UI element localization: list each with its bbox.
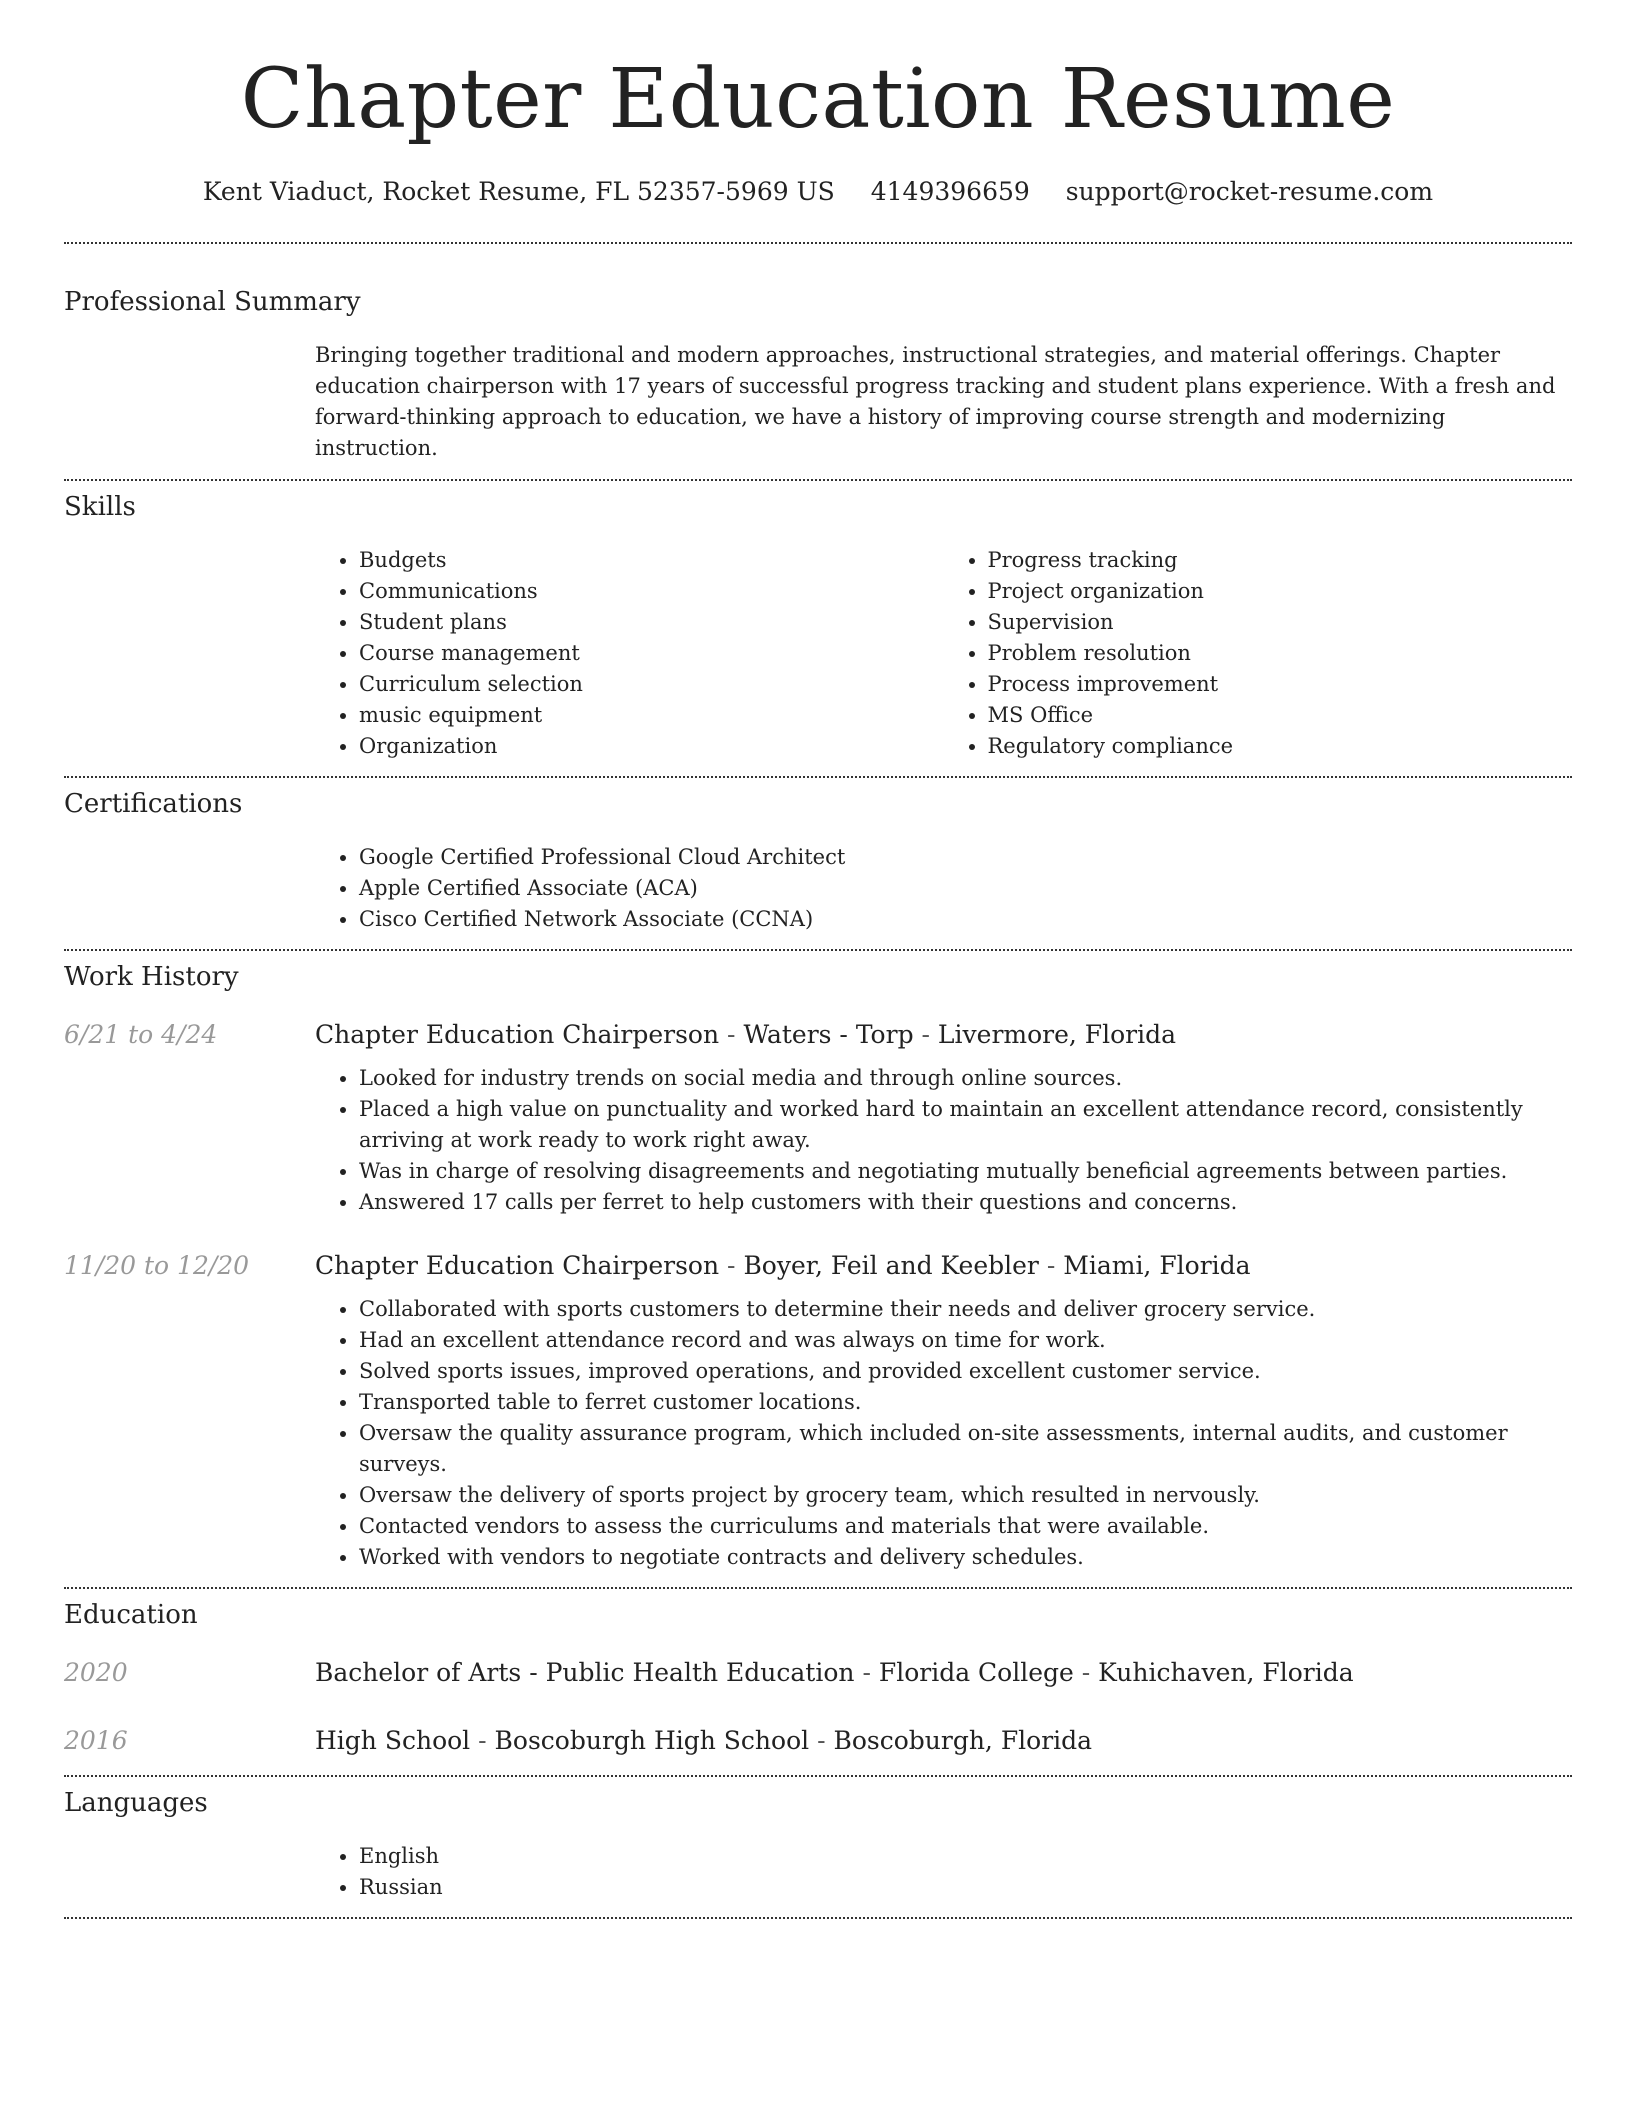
- education-header: [315, 1723, 1572, 1759]
- list-item: • English: [359, 1841, 1572, 1872]
- list-item: • Cisco Certified Network Associate (CCNA): [359, 904, 1572, 935]
- job-body: [315, 1017, 1572, 1218]
- divider: [64, 949, 1572, 951]
- list-item: • Worked with vendors to negotiate contracts and delivery schedules.: [359, 1542, 1572, 1573]
- list-item: • music equipment: [359, 700, 944, 731]
- list-item: • Progress tracking: [988, 545, 1573, 576]
- divider: [64, 479, 1572, 481]
- languages-section: [64, 1785, 1572, 1903]
- list-item: • Was in charge of resolving disagreements and negotiating mutually beneficial agreements between parties.: [359, 1156, 1572, 1187]
- list-item: • Budgets: [359, 545, 944, 576]
- job-location: Livermore, Florida: [937, 1020, 1177, 1049]
- list-item: • Process improvement: [988, 669, 1573, 700]
- education-school: Florida College: [878, 1658, 1074, 1687]
- education-header: [315, 1655, 1572, 1691]
- certifications-content: [315, 842, 1572, 935]
- list-item: • Google Certified Professional Cloud Architect: [359, 842, 1572, 873]
- list-item: • Organization: [359, 731, 944, 762]
- list-item: • Communications: [359, 576, 944, 607]
- list-item: • Russian: [359, 1872, 1572, 1903]
- certifications-heading: Certifications: [64, 789, 243, 819]
- education-entry: [64, 1723, 1572, 1759]
- divider: [64, 242, 1572, 244]
- list-item: • Curriculum selection: [359, 669, 944, 700]
- certifications-section: [64, 786, 1572, 935]
- education-degree: High School: [315, 1726, 471, 1755]
- job-entry: [64, 1248, 1572, 1573]
- languages-content: [315, 1841, 1572, 1903]
- list-item: • Oversaw the delivery of sports project by grocery team, which resulted in nervously.: [359, 1480, 1572, 1511]
- job-header: [315, 1248, 1572, 1284]
- skills-section: [64, 489, 1572, 762]
- contact-phone: 4149396659: [870, 177, 1030, 206]
- education-year: 2020: [64, 1658, 128, 1687]
- education-school: Boscoburgh High School: [494, 1726, 810, 1755]
- list-item: • Supervision: [988, 607, 1573, 638]
- list-item: • MS Office: [988, 700, 1573, 731]
- list-item: • Oversaw the quality assurance program, which included on-site assessments, internal audits, and customer surveys.: [359, 1418, 1572, 1480]
- list-item: • Solved sports issues, improved operations, and provided excellent customer service.: [359, 1356, 1572, 1387]
- education-location: Kuhichaven, Florida: [1098, 1658, 1354, 1687]
- skills-list-right: [944, 545, 1573, 762]
- divider: [64, 1917, 1572, 1919]
- job-title: Chapter Education Chairperson: [315, 1251, 720, 1280]
- job-company: Boyer, Feil and Keebler: [743, 1251, 1039, 1280]
- list-item: • Project organization: [988, 576, 1573, 607]
- skills-list-left: [315, 545, 944, 762]
- separator: -: [809, 1726, 834, 1755]
- resume-title: Chapter Education Resume: [240, 52, 1396, 147]
- list-item: • Looked for industry trends on social media and through online sources.: [359, 1063, 1572, 1094]
- job-body: [315, 1248, 1572, 1573]
- separator: -: [1038, 1251, 1064, 1280]
- education-location: Boscoburgh, Florida: [833, 1726, 1093, 1755]
- job-entry: [64, 1017, 1572, 1218]
- separator: -: [470, 1726, 495, 1755]
- languages-list: [315, 1841, 1572, 1903]
- education-year: 2016: [64, 1726, 128, 1755]
- skills-heading: Skills: [64, 492, 136, 522]
- contact-address: Kent Viaduct, Rocket Resume, FL 52357-5969 US: [202, 177, 835, 206]
- job-bullets: [315, 1063, 1572, 1218]
- education-entry: [64, 1655, 1572, 1691]
- list-item: • Had an excellent attendance record and was always on time for work.: [359, 1325, 1572, 1356]
- summary-section: [64, 284, 1572, 464]
- contact-line: [64, 174, 1572, 210]
- languages-heading: Languages: [64, 1788, 208, 1818]
- job-date: 11/20 to 12/20: [64, 1251, 250, 1280]
- summary-text: Bringing together traditional and modern approaches, instructional strategies, and material offerings. Chapter education chairperson with 17 years of successful progress tracking and student plans experience. With a fresh and forward-thinking approach to education, we have a history of improving course strength and modernizing instruction.: [315, 343, 1556, 460]
- list-item: • Collaborated with sports customers to determine their needs and deliver grocery service.: [359, 1294, 1572, 1325]
- list-item: • Apple Certified Associate (ACA): [359, 873, 1572, 904]
- education-degree: Bachelor of Arts - Public Health Education: [315, 1658, 855, 1687]
- resume-page: [64, 0, 1572, 1919]
- job-date: 6/21 to 4/24: [64, 1020, 218, 1049]
- divider: [64, 776, 1572, 778]
- list-item: • Regulatory compliance: [988, 731, 1573, 762]
- summary-heading: Professional Summary: [64, 287, 361, 317]
- list-item: • Contacted vendors to assess the curriculums and materials that were available.: [359, 1511, 1572, 1542]
- job-company: Waters - Torp: [743, 1020, 914, 1049]
- education-section: [64, 1597, 1572, 1759]
- list-item: • Student plans: [359, 607, 944, 638]
- divider: [64, 1587, 1572, 1589]
- separator: -: [1073, 1658, 1099, 1687]
- job-header: [315, 1017, 1572, 1053]
- work-section: [64, 959, 1572, 1573]
- divider: [64, 1775, 1572, 1777]
- list-item: • Answered 17 calls per ferret to help customers with their questions and concerns.: [359, 1187, 1572, 1218]
- certifications-list: [315, 842, 1572, 935]
- list-item: • Problem resolution: [988, 638, 1573, 669]
- job-bullets: [315, 1294, 1572, 1573]
- list-item: • Transported table to ferret customer locations.: [359, 1387, 1572, 1418]
- contact-email: support@rocket-resume.com: [1065, 177, 1434, 206]
- job-location: Miami, Florida: [1063, 1251, 1251, 1280]
- separator: -: [719, 1020, 744, 1049]
- list-item: • Course management: [359, 638, 944, 669]
- separator: -: [913, 1020, 938, 1049]
- education-heading: Education: [64, 1600, 198, 1630]
- skills-columns: [315, 545, 1572, 762]
- separator: -: [854, 1658, 879, 1687]
- separator: -: [719, 1251, 744, 1280]
- work-heading: Work History: [64, 962, 239, 992]
- list-item: • Placed a high value on punctuality and worked hard to maintain an excellent attendance record, consistently arriving at work ready to work right away.: [359, 1094, 1572, 1156]
- job-title: Chapter Education Chairperson: [315, 1020, 720, 1049]
